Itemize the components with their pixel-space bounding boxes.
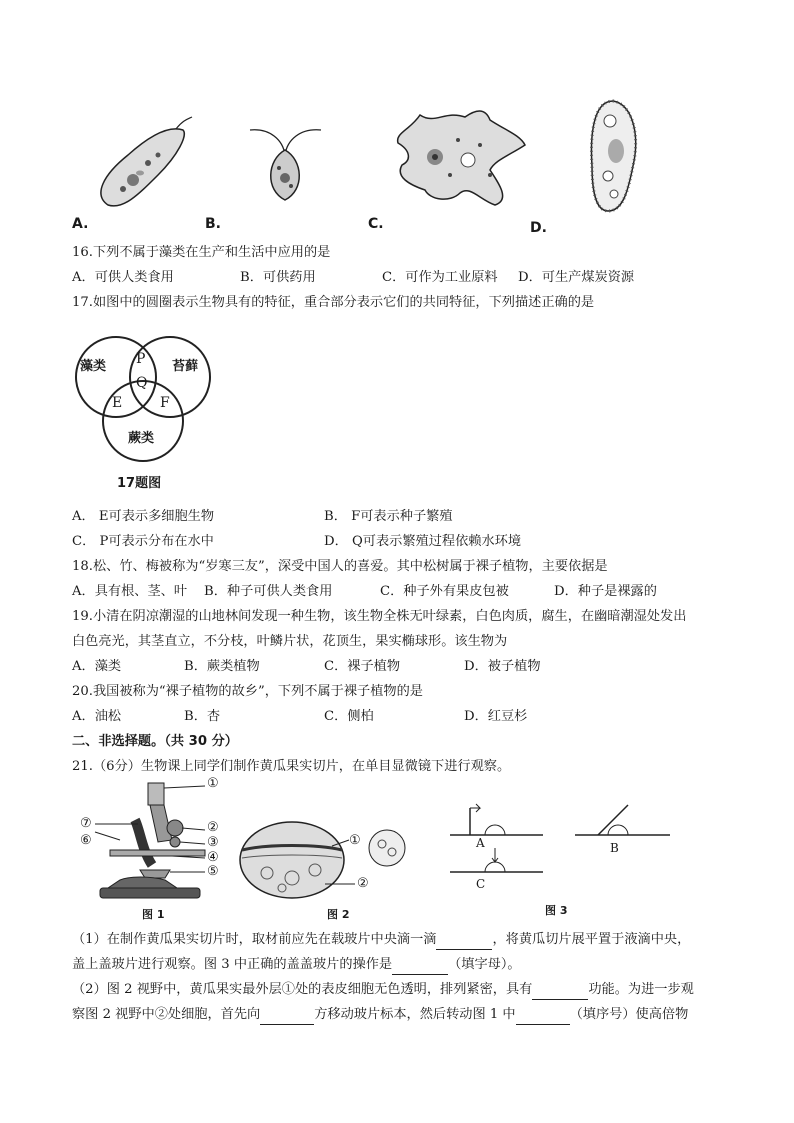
- q17-option-c: C． P可表示分布在水中: [72, 534, 214, 549]
- q18-stem: 18.松、竹、梅被称为“岁寒三友”，深受中国人的喜爱。其中松树属于裸子植物，主要依据是: [72, 559, 608, 574]
- q21-part1-line2: [72, 955, 521, 975]
- q21-part1-text-a: （1）在制作黄瓜果实切片时，取材前应先在载玻片中央滴一滴: [72, 932, 437, 947]
- microscope-figure: [80, 776, 230, 905]
- q21-part2-text-b: 功能。为进一步观: [588, 982, 694, 997]
- q21-part2-text-a: （2）图 2 视野中，黄瓜果实最外层①处的表皮细胞无色透明，排列紧密，具有: [72, 982, 533, 997]
- fig1-mark-5: ⑤: [207, 864, 219, 879]
- answer-blank-operation[interactable]: [392, 960, 448, 975]
- q21-part2-text-d: 方移动玻片标本，然后转动图 1 中: [314, 1007, 516, 1022]
- option-b-label: B.: [205, 216, 221, 232]
- fig3-mark-a: A: [476, 836, 485, 850]
- q18-option-b: B．种子可供人类食用: [204, 584, 333, 599]
- answer-blank-function[interactable]: [532, 985, 588, 1000]
- fig3-caption: 图 3: [545, 904, 568, 917]
- q17-option-a: A． E可表示多细胞生物: [72, 509, 215, 524]
- answer-blank-reagent[interactable]: [436, 935, 492, 950]
- answer-blank-part-number[interactable]: [516, 1010, 570, 1025]
- q21-part2-line1: [72, 980, 694, 1000]
- venn-circle-fern: [103, 381, 183, 461]
- fig1-caption: 图 1: [142, 908, 165, 921]
- venn-label-f: F: [160, 395, 170, 411]
- q19-option-c: C．裸子植物: [324, 659, 401, 674]
- q19-stem-line2: 白色亮光，其茎直立，不分枝，叶鳞片状，花顶生，果实椭球形。该生物为: [72, 634, 508, 649]
- cucumber-view-figure: [237, 818, 422, 903]
- q16-stem: 16.下列不属于藻类在生产和生活中应用的是: [72, 245, 331, 260]
- q16-option-d: D．可生产煤炭资源: [518, 270, 635, 285]
- section-2-heading: 二、非选择题。（共 30 分）: [72, 734, 238, 749]
- answer-blank-direction[interactable]: [260, 1010, 314, 1025]
- q17-stem: 17.如图中的圆圈表示生物具有的特征，重合部分表示它们的共同特征，下列描述正确的是: [72, 295, 595, 310]
- q21-part1-text-b: ，将黄瓜切片展平置于液滴中央，: [492, 932, 691, 947]
- venn-caption: 17题图: [117, 476, 162, 491]
- q21-stem: 21.（6分）生物课上同学们制作黄瓜果实切片，在单目显微镜下进行观察。: [72, 759, 511, 774]
- q17-option-b: B． F可表示种子繁殖: [324, 509, 453, 524]
- q20-option-a: A．油松: [72, 709, 122, 724]
- q21-part2-text-e: （填序号）使高倍物: [569, 1007, 689, 1022]
- q19-option-a: A．藻类: [72, 659, 122, 674]
- venn-label-q: Q: [136, 375, 148, 391]
- q19-stem-line1: 19.小清在阴凉潮湿的山地林间发现一种生物，该生物全株无叶绿素，白色肉质，腐生，在幽暗潮湿处发出: [72, 609, 687, 624]
- organism-d-figure: [578, 96, 648, 216]
- q17-option-d: D． Q可表示繁殖过程依赖水环境: [324, 534, 522, 549]
- fig2-caption: 图 2: [327, 908, 350, 921]
- venn-label-e: E: [112, 395, 123, 411]
- venn-diagram: [74, 335, 214, 465]
- option-a-label: A.: [72, 216, 89, 232]
- fig1-mark-6: ⑥: [80, 833, 92, 848]
- q18-option-c: C．种子外有果皮包被: [380, 584, 509, 599]
- q21-part1-text-d: （填字母）。: [448, 957, 521, 972]
- q21-part2-line2: [72, 1005, 688, 1025]
- q20-stem: 20.我国被称为“裸子植物的故乡”，下列不属于裸子植物的是: [72, 684, 423, 699]
- q18-option-a: A．具有根、茎、叶: [72, 584, 188, 599]
- q18-option-d: D．种子是裸露的: [554, 584, 657, 599]
- option-d-label: D.: [530, 220, 547, 236]
- fig1-mark-2: ②: [207, 820, 219, 835]
- q19-option-d: D．被子植物: [464, 659, 541, 674]
- q21-part1-line1: [72, 930, 690, 950]
- q16-option-c: C．可作为工业原料: [382, 270, 498, 285]
- q20-option-b: B．杏: [184, 709, 221, 724]
- organism-c-figure: [390, 105, 530, 215]
- q21-part2-text-c: 察图 2 视野中②处细胞，首先向: [72, 1007, 261, 1022]
- fig3-mark-c: C: [476, 877, 486, 891]
- q19-option-b: B．蕨类植物: [184, 659, 260, 674]
- fig1-mark-3: ③: [207, 835, 219, 850]
- venn-label-moss: 苔藓: [172, 359, 199, 374]
- fig2-mark-2: ②: [357, 876, 369, 891]
- fig1-mark-1: ①: [207, 776, 219, 791]
- q21-part1-text-c: 盖上盖玻片进行观察。图 3 中正确的盖盖玻片的操作是: [72, 957, 393, 972]
- fig1-mark-4: ④: [207, 850, 219, 865]
- organism-a-figure: [88, 115, 198, 215]
- q16-option-a: A．可供人类食用: [72, 270, 174, 285]
- option-c-label: C.: [368, 216, 384, 232]
- fig1-mark-7: ⑦: [80, 816, 92, 831]
- venn-label-fern: 蕨类: [128, 431, 155, 446]
- venn-label-algae: 藻类: [80, 359, 107, 374]
- q20-option-c: C．侧柏: [324, 709, 374, 724]
- venn-label-p: P: [136, 351, 146, 367]
- fig2-mark-1: ①: [349, 833, 361, 848]
- q20-option-d: D．红豆杉: [464, 709, 528, 724]
- fig3-mark-b: B: [610, 841, 619, 855]
- organism-b-figure: [245, 120, 325, 205]
- coverslip-figure: [445, 800, 675, 895]
- q16-option-b: B．可供药用: [240, 270, 316, 285]
